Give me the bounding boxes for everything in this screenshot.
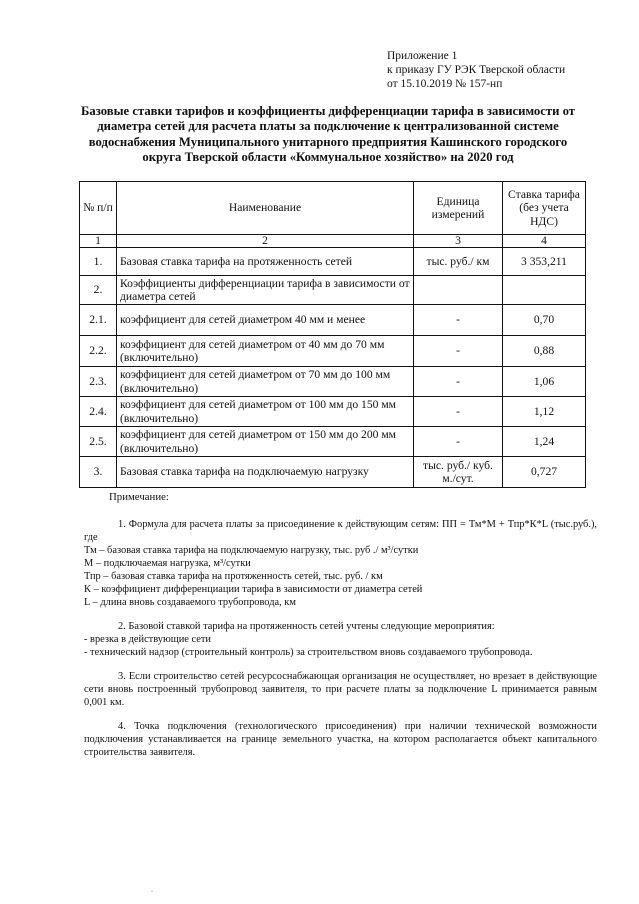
table-row: [80, 248, 586, 276]
appendix-line: Приложение 1: [387, 50, 458, 62]
note-1-item: Тм – базовая ставка тарифа на подключаемую нагрузку, тыс. руб ./ м³/сутки: [84, 545, 419, 556]
row-num: 2.5.: [80, 427, 117, 457]
column-number: 4: [503, 235, 586, 248]
column-number: 2: [117, 235, 414, 248]
note-1-intro: 1. Формула для расчета платы за присоединение к действующим сетям: ПП = Тм*М + Тпр*К*L (тыс.руб.), где: [84, 519, 597, 543]
row-rate: 1,12: [503, 397, 586, 427]
row-num: 2.1.: [80, 305, 117, 336]
row-rate: 3 353,211: [503, 248, 586, 276]
table-row: [80, 305, 586, 336]
table-row: [80, 367, 586, 397]
row-name: коэффициент для сетей диаметром от 150 мм до 200 мм (включительно): [117, 427, 414, 457]
note-2-intro: 2. Базовой ставкой тарифа на протяженность сетей учтены следующие мероприятия:: [118, 621, 495, 632]
note-2-item: - врезка в действующие сети: [84, 634, 211, 645]
header-name: Наименование: [117, 182, 414, 235]
scan-artifact-dot: .: [151, 885, 153, 894]
row-name: коэффициент для сетей диаметром от 70 мм до 100 мм (включительно): [117, 367, 414, 397]
table-row: [80, 276, 586, 305]
note-4: 4. Точка подключения (технологического присоединения) при наличии технической возможности подключения устанавливается на границе земельного участка, на котором располагается объект капитального строительства заявителя.: [84, 721, 597, 758]
row-unit: -: [414, 367, 503, 397]
table-row: [80, 336, 586, 367]
tariff-table: [79, 181, 586, 488]
header-rate: Ставка тарифа (без учета НДС): [503, 182, 586, 235]
note-1-item: L – длина вновь создаваемого трубопровода, км: [84, 597, 296, 608]
column-number-row: [80, 235, 586, 248]
row-name: Базовая ставка тарифа на подключаемую нагрузку: [117, 457, 414, 488]
column-number: 3: [414, 235, 503, 248]
row-unit: -: [414, 397, 503, 427]
document-title: Базовые ставки тарифов и коэффициенты дифференциации тарифа в зависимости от диаметра сетей для расчета платы за подключение к централизованной системе водоснабжения Муниципального унитарного предприятия Кашинского городского округа Тверской области «Коммунальное хозяйство» на 2020 год: [80, 104, 576, 165]
table-row: [80, 397, 586, 427]
row-name: Коэффициенты дифференциации тарифа в зависимости от диаметра сетей: [117, 276, 414, 305]
row-name: коэффициент для сетей диаметром от 100 мм до 150 мм (включительно): [117, 397, 414, 427]
spacer: [84, 609, 597, 620]
row-rate: 0,727: [503, 457, 586, 488]
note-1-item: Тпр – базовая ставка тарифа на протяженность сетей, тыс. руб. / км: [84, 571, 383, 582]
appendix-line: к приказу ГУ РЭК Тверской области: [387, 64, 566, 76]
row-name: коэффициент для сетей диаметром 40 мм и менее: [117, 305, 414, 336]
row-unit: [414, 276, 503, 305]
row-name: коэффициент для сетей диаметром от 40 мм до 70 мм (включительно): [117, 336, 414, 367]
row-num: 1.: [80, 248, 117, 276]
row-name: Базовая ставка тарифа на протяженность сетей: [117, 248, 414, 276]
row-num: 2.4.: [80, 397, 117, 427]
notes-section: [84, 518, 597, 759]
table-header-row: [80, 182, 586, 235]
row-unit: -: [414, 305, 503, 336]
row-rate: 0,88: [503, 336, 586, 367]
spacer: [84, 659, 597, 670]
row-rate: 1,24: [503, 427, 586, 457]
note-1-item: М – подключаемая нагрузка, м³/сутки: [84, 558, 251, 569]
spacer: [84, 709, 597, 720]
row-rate: 0,70: [503, 305, 586, 336]
column-number: 1: [80, 235, 117, 248]
row-unit: -: [414, 336, 503, 367]
row-num: 2.3.: [80, 367, 117, 397]
note-2-item: - технический надзор (строительный контроль) за строительством вновь создаваемого трубопровода.: [84, 647, 533, 658]
appendix-reference: [387, 49, 565, 91]
table-row: [80, 457, 586, 488]
row-unit: -: [414, 427, 503, 457]
notes-heading: Примечание:: [109, 491, 169, 503]
row-rate: [503, 276, 586, 305]
row-unit: тыс. руб./ куб. м./сут.: [414, 457, 503, 488]
header-unit: Единица измерений: [414, 182, 503, 235]
table-row: [80, 427, 586, 457]
header-num: № п/п: [80, 182, 117, 235]
row-rate: 1,06: [503, 367, 586, 397]
appendix-line: от 15.10.2019 № 157-нп: [387, 78, 503, 90]
row-num: 2.2.: [80, 336, 117, 367]
row-num: 2.: [80, 276, 117, 305]
row-unit: тыс. руб./ км: [414, 248, 503, 276]
note-3: 3. Если строительство сетей ресурсоснабжающая организация не осуществляет, но врезает в действующие сети вновь построенный трубопровод заявителя, то при расчете платы за подключение L принимается равным 0,001 км.: [84, 671, 597, 708]
note-1-item: К – коэффициент дифференциации тарифа в зависимости от диаметра сетей: [84, 584, 423, 595]
row-num: 3.: [80, 457, 117, 488]
